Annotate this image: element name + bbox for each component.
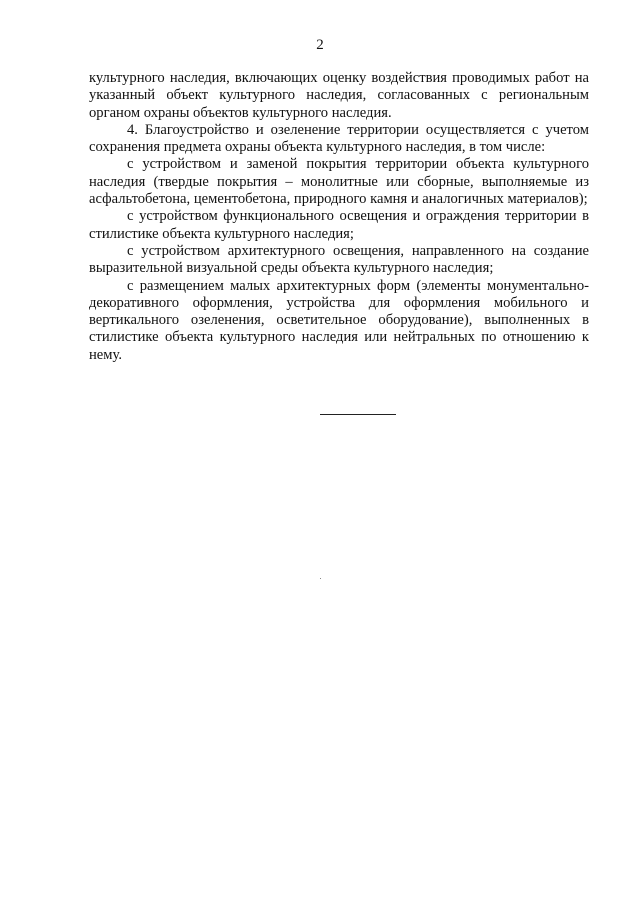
paragraph-functional-lighting: с устройством функционального освещения и ограждения территории в стилистике объекта культурного наследия; — [89, 208, 589, 242]
paragraph-continuation: культурного наследия, включающих оценку воздействия проводимых работ на указанный объект культурного наследия, согласованных с региональным органом охраны объектов культурного наследия. — [89, 70, 589, 121]
scan-speck — [320, 578, 321, 579]
paragraph-pavement: с устройством и заменой покрытия территории объекта культурного наследия (твердые покрытия – монолитные или сборные, выполняемые из асфальтобетона, цементобетона, природного камня и аналогичных материалов); — [89, 156, 589, 208]
page-number: 2 — [316, 37, 324, 53]
end-separator-line — [320, 414, 396, 415]
paragraph-small-forms: с размещением малых архитектурных форм (элементы монументально-декоративного оформления, устройства для оформления мобильного и вертикального озеленения, осветительное оборудование), выполненных в стилистике объекта культурного наследия или нейтральных по отношению к нему. — [89, 277, 589, 363]
paragraph-item-4: 4. Благоустройство и озеленение территории осуществляется с учетом сохранения предмета охраны объекта культурного наследия, в том числе: — [89, 121, 589, 156]
document-body — [89, 70, 589, 364]
paragraph-architectural-lighting: с устройством архитектурного освещения, направленного на создание выразительной визуальной среды объекта культурного наследия; — [89, 242, 589, 277]
